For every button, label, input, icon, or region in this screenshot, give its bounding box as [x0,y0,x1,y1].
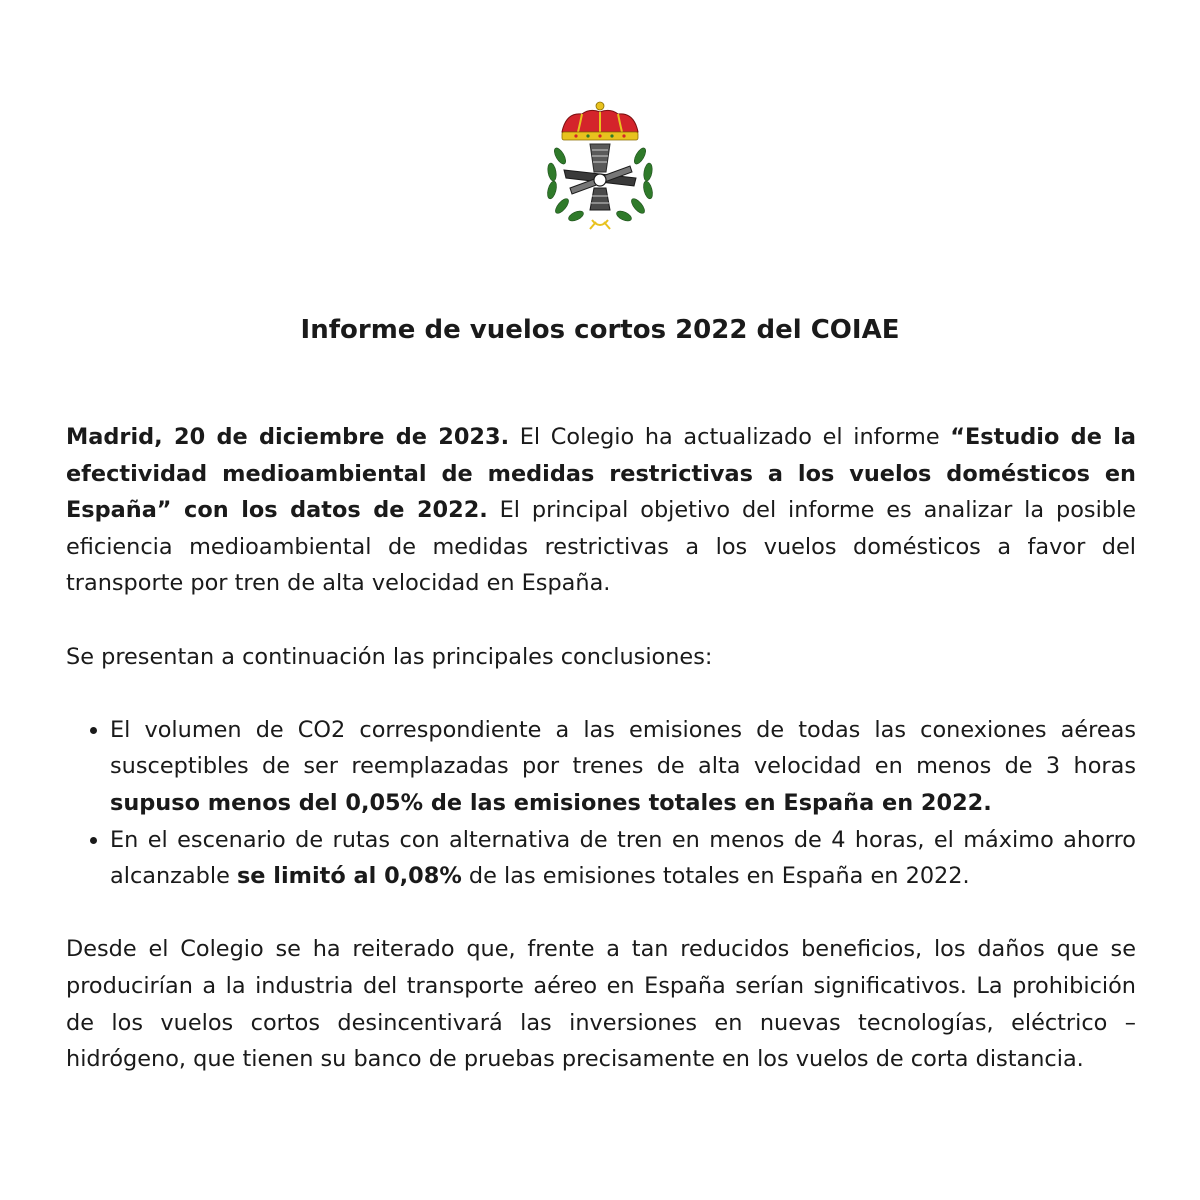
conclusion-text: En el escenario de rutas con alternativa de tren en menos de 4 horas, el máximo ahorro alcanzable [110,826,1136,890]
intro-paragraph [66,419,1136,602]
conclusion-highlight: supuso menos del 0,05% de las emisiones totales en España en 2022. [110,789,992,816]
dateline: Madrid, 20 de diciembre de 2023. [66,424,510,450]
intro-text-2: El principal objetivo del informe es analizar la posible eficiencia medioambiental de medidas restrictivas a los vuelos domésticos a favor del transporte por tren de alta velocidad en España. [66,497,1136,597]
page-title: Informe de vuelos cortos 2022 del COIAE [300,315,900,345]
conclusions-intro: Se presentan a continuación las principales conclusiones: [66,643,713,670]
conclusions-list [66,712,1136,895]
ribbon-icon [590,220,610,229]
report-title: “Estudio de la efectividad medioambiental de medidas restrictivas a los vuelos domésticos en España” con los datos de 2022. [66,424,1137,524]
intro-text-1: El Colegio ha actualizado el informe [509,424,951,450]
list-item [110,822,1136,895]
conclusion-text-end: de las emisiones totales en España en 2022. [461,863,970,890]
list-item [110,712,1136,822]
article-body [66,419,1136,1078]
tower-propeller-icon [564,144,636,210]
conclusion-text: El volumen de CO2 correspondiente a las emisiones de todas las conexiones aéreas susceptibles de ser reemplazadas por trenes de alta velocidad en menos de 3 horas [110,716,1136,780]
crown-icon [562,102,638,140]
coiae-emblem-logo [540,100,660,230]
closing-paragraph: Desde el Colegio se ha reiterado que, frente a tan reducidos beneficios, los daños que se producirían a la industria del transporte aéreo en España serían significativos. La prohibición de los vuelos cortos desincentivará las inversiones en nuevas tecnologías, eléctrico – hidrógeno, que tienen su banco de pruebas precisamente en los vuelos de corta distancia. [66,936,1136,1073]
conclusion-highlight: se limitó al 0,08% [236,863,462,890]
